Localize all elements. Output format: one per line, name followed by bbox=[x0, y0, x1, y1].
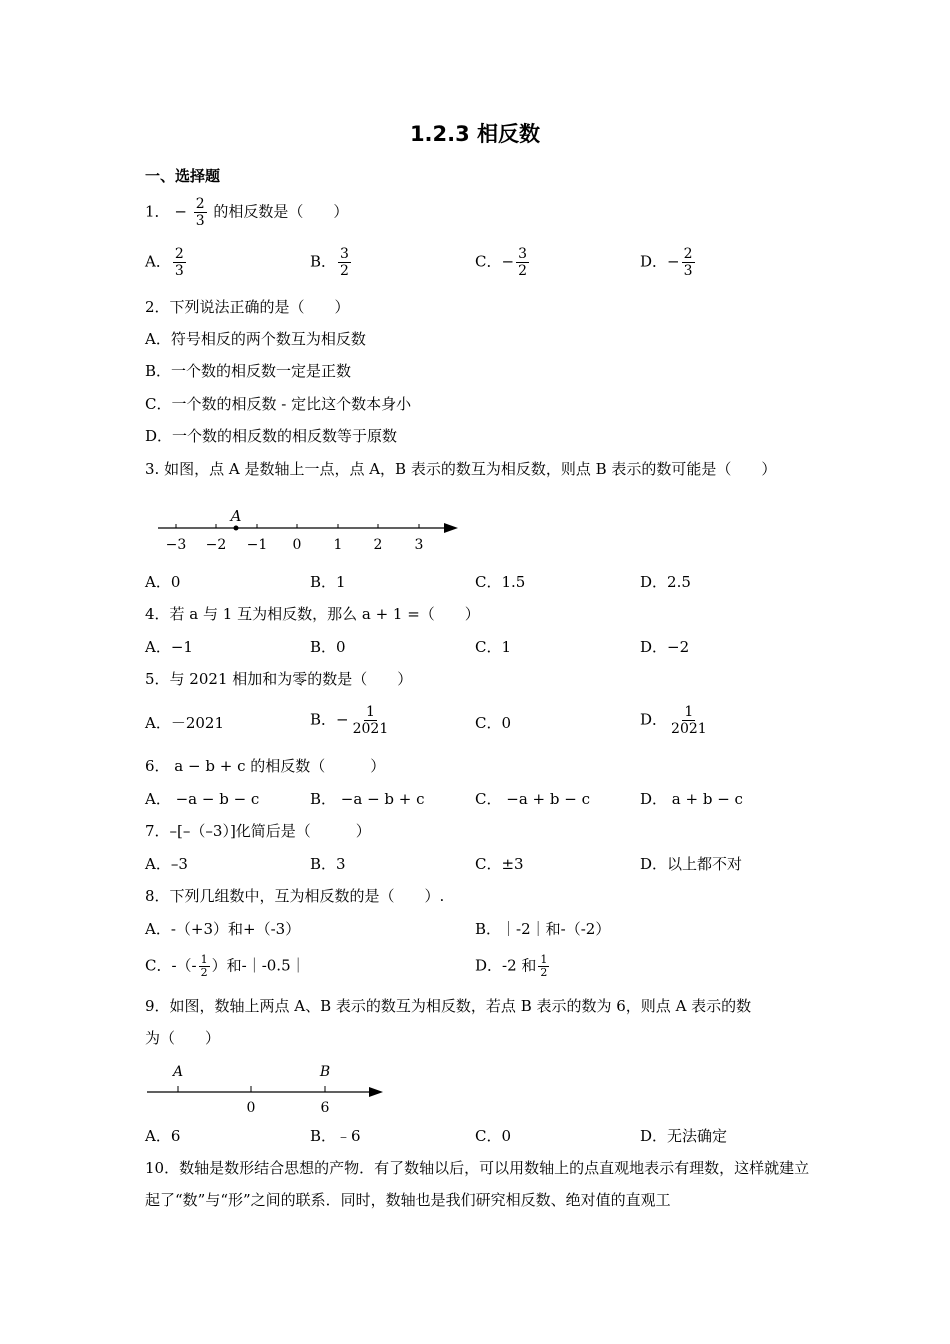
question-5: 5．与 2021 相加和为零的数是（ ） bbox=[145, 670, 413, 688]
q9-option-a: A．6 bbox=[145, 1127, 181, 1145]
q6-option-a: A． −a − b − c bbox=[145, 790, 260, 808]
q7-option-d: D．以上都不对 bbox=[640, 855, 743, 873]
question-6: 6． a − b + c 的相反数（ ） bbox=[145, 757, 386, 775]
point-a-label: A bbox=[230, 507, 242, 525]
question-10: 10．数轴是数形结合思想的产物．有了数轴以后，可以用数轴上的点直观地表示有理数，这样就建立起了“数”与“形”之间的联系．同时，数轴也是我们研究相反数、绝对值的直观工 bbox=[145, 1159, 810, 1209]
q3-option-a: A．0 bbox=[145, 573, 181, 591]
arrow-right-icon bbox=[444, 523, 458, 533]
q1-option-a: A． $\frac{2}{3}$ bbox=[145, 246, 184, 279]
point-a-label: A bbox=[172, 1064, 184, 1080]
question-8: 8．下列几组数中，互为相反数的是（ ）. bbox=[145, 887, 445, 905]
question-9-line-1: 9．如图，数轴上两点 A、B 表示的数互为相反数，若点 B 表示的数为 6，则点 A 表示的数 bbox=[145, 997, 752, 1015]
q6-option-b: B． −a − b + c bbox=[310, 790, 425, 808]
q2-option-b: B．一个数的相反数一定是正数 bbox=[145, 362, 352, 380]
q1-text: 的相反数是（ ） bbox=[213, 202, 349, 221]
question-2: 2．下列说法正确的是（ ） bbox=[145, 298, 350, 316]
tick-label: 2 bbox=[373, 537, 383, 553]
tick-label: −1 bbox=[246, 537, 268, 553]
q7-option-c: C．±3 bbox=[475, 855, 524, 873]
q1-sign: − bbox=[174, 202, 187, 221]
q4-option-d: D．−2 bbox=[640, 638, 690, 656]
q3-option-b: B．1 bbox=[310, 573, 346, 591]
tick-label: 0 bbox=[292, 537, 302, 553]
question-7: 7．–[–（–3）]化简后是（ ） bbox=[145, 822, 371, 840]
q2-option-d: D．一个数的相反数的相反数等于原数 bbox=[145, 427, 398, 445]
q1-fraction-denominator: 3 bbox=[195, 213, 205, 229]
q2-option-c: C．一个数的相反数 - 定比这个数本身小 bbox=[145, 395, 412, 413]
q7-option-a: A．–3 bbox=[145, 855, 188, 873]
tick-label: −3 bbox=[165, 537, 187, 553]
q5-option-a: A．－2021 bbox=[145, 714, 225, 732]
q6-option-c: C． −a + b − c bbox=[475, 790, 590, 808]
q2-option-a: A．符号相反的两个数互为相反数 bbox=[145, 330, 366, 348]
question-4: 4．若 a 与 1 互为相反数，那么 a + 1 =（ ） bbox=[145, 605, 480, 623]
q3-number-line bbox=[150, 500, 470, 560]
q9-option-c: C．0 bbox=[475, 1127, 512, 1145]
tick-label: 1 bbox=[333, 537, 343, 553]
tick-label: 3 bbox=[414, 537, 424, 553]
q8-option-a: A．-（+3）和+（-3） bbox=[145, 920, 301, 938]
tick-label: 0 bbox=[246, 1100, 256, 1116]
point-b-label: B bbox=[319, 1064, 331, 1080]
q3-option-c: C．1.5 bbox=[475, 573, 526, 591]
q4-option-a: A．−1 bbox=[145, 638, 193, 656]
q1-option-b: B． $\frac{3}{2}$ bbox=[310, 246, 349, 279]
q5-option-c: C．0 bbox=[475, 714, 512, 732]
question-9-line-2: 为（ ） bbox=[145, 1029, 221, 1047]
q1-number: 1． bbox=[145, 202, 170, 221]
q6-option-d: D． a + b − c bbox=[640, 790, 743, 808]
q1-fraction bbox=[194, 196, 207, 229]
q1-option-d: D．− $\frac{2}{3}$ bbox=[640, 246, 693, 279]
q4-option-b: B．0 bbox=[310, 638, 346, 656]
q1-fraction-numerator: 2 bbox=[195, 196, 205, 212]
q5-option-d: D． $\frac{1}{2021}$ bbox=[640, 704, 707, 737]
page-title: 1.2.3 相反数 bbox=[409, 122, 541, 146]
point-a-marker bbox=[234, 526, 239, 531]
q9-number-line bbox=[145, 1058, 395, 1116]
q8-option-b: B．｜-2｜和-（-2） bbox=[475, 920, 611, 938]
tick-label: 6 bbox=[320, 1100, 330, 1116]
tick-label: −2 bbox=[205, 537, 227, 553]
q4-option-c: C．1 bbox=[475, 638, 512, 656]
section-heading: 一、选择题 bbox=[145, 167, 221, 185]
q8-option-c: C．-（- $\frac{1}{2}$ ）和-｜-0.5｜ bbox=[145, 953, 306, 979]
q9-option-d: D．无法确定 bbox=[640, 1127, 728, 1145]
q8-option-d: D．-2 和 $\frac{1}{2}$ bbox=[475, 953, 548, 979]
question-1 bbox=[145, 196, 348, 229]
q7-option-b: B．3 bbox=[310, 855, 346, 873]
q1-option-c: C．− $\frac{3}{2}$ bbox=[475, 246, 527, 279]
q9-option-b: B．﹣6 bbox=[310, 1127, 361, 1145]
question-3: 3. 如图，点 A 是数轴上一点，点 A，B 表示的数互为相反数，则点 B 表示的数可能是（ ） bbox=[145, 460, 777, 478]
arrow-right-icon bbox=[369, 1087, 383, 1097]
q3-option-d: D．2.5 bbox=[640, 573, 691, 591]
q5-option-b: B．− $\frac{1}{2021}$ bbox=[310, 704, 389, 737]
